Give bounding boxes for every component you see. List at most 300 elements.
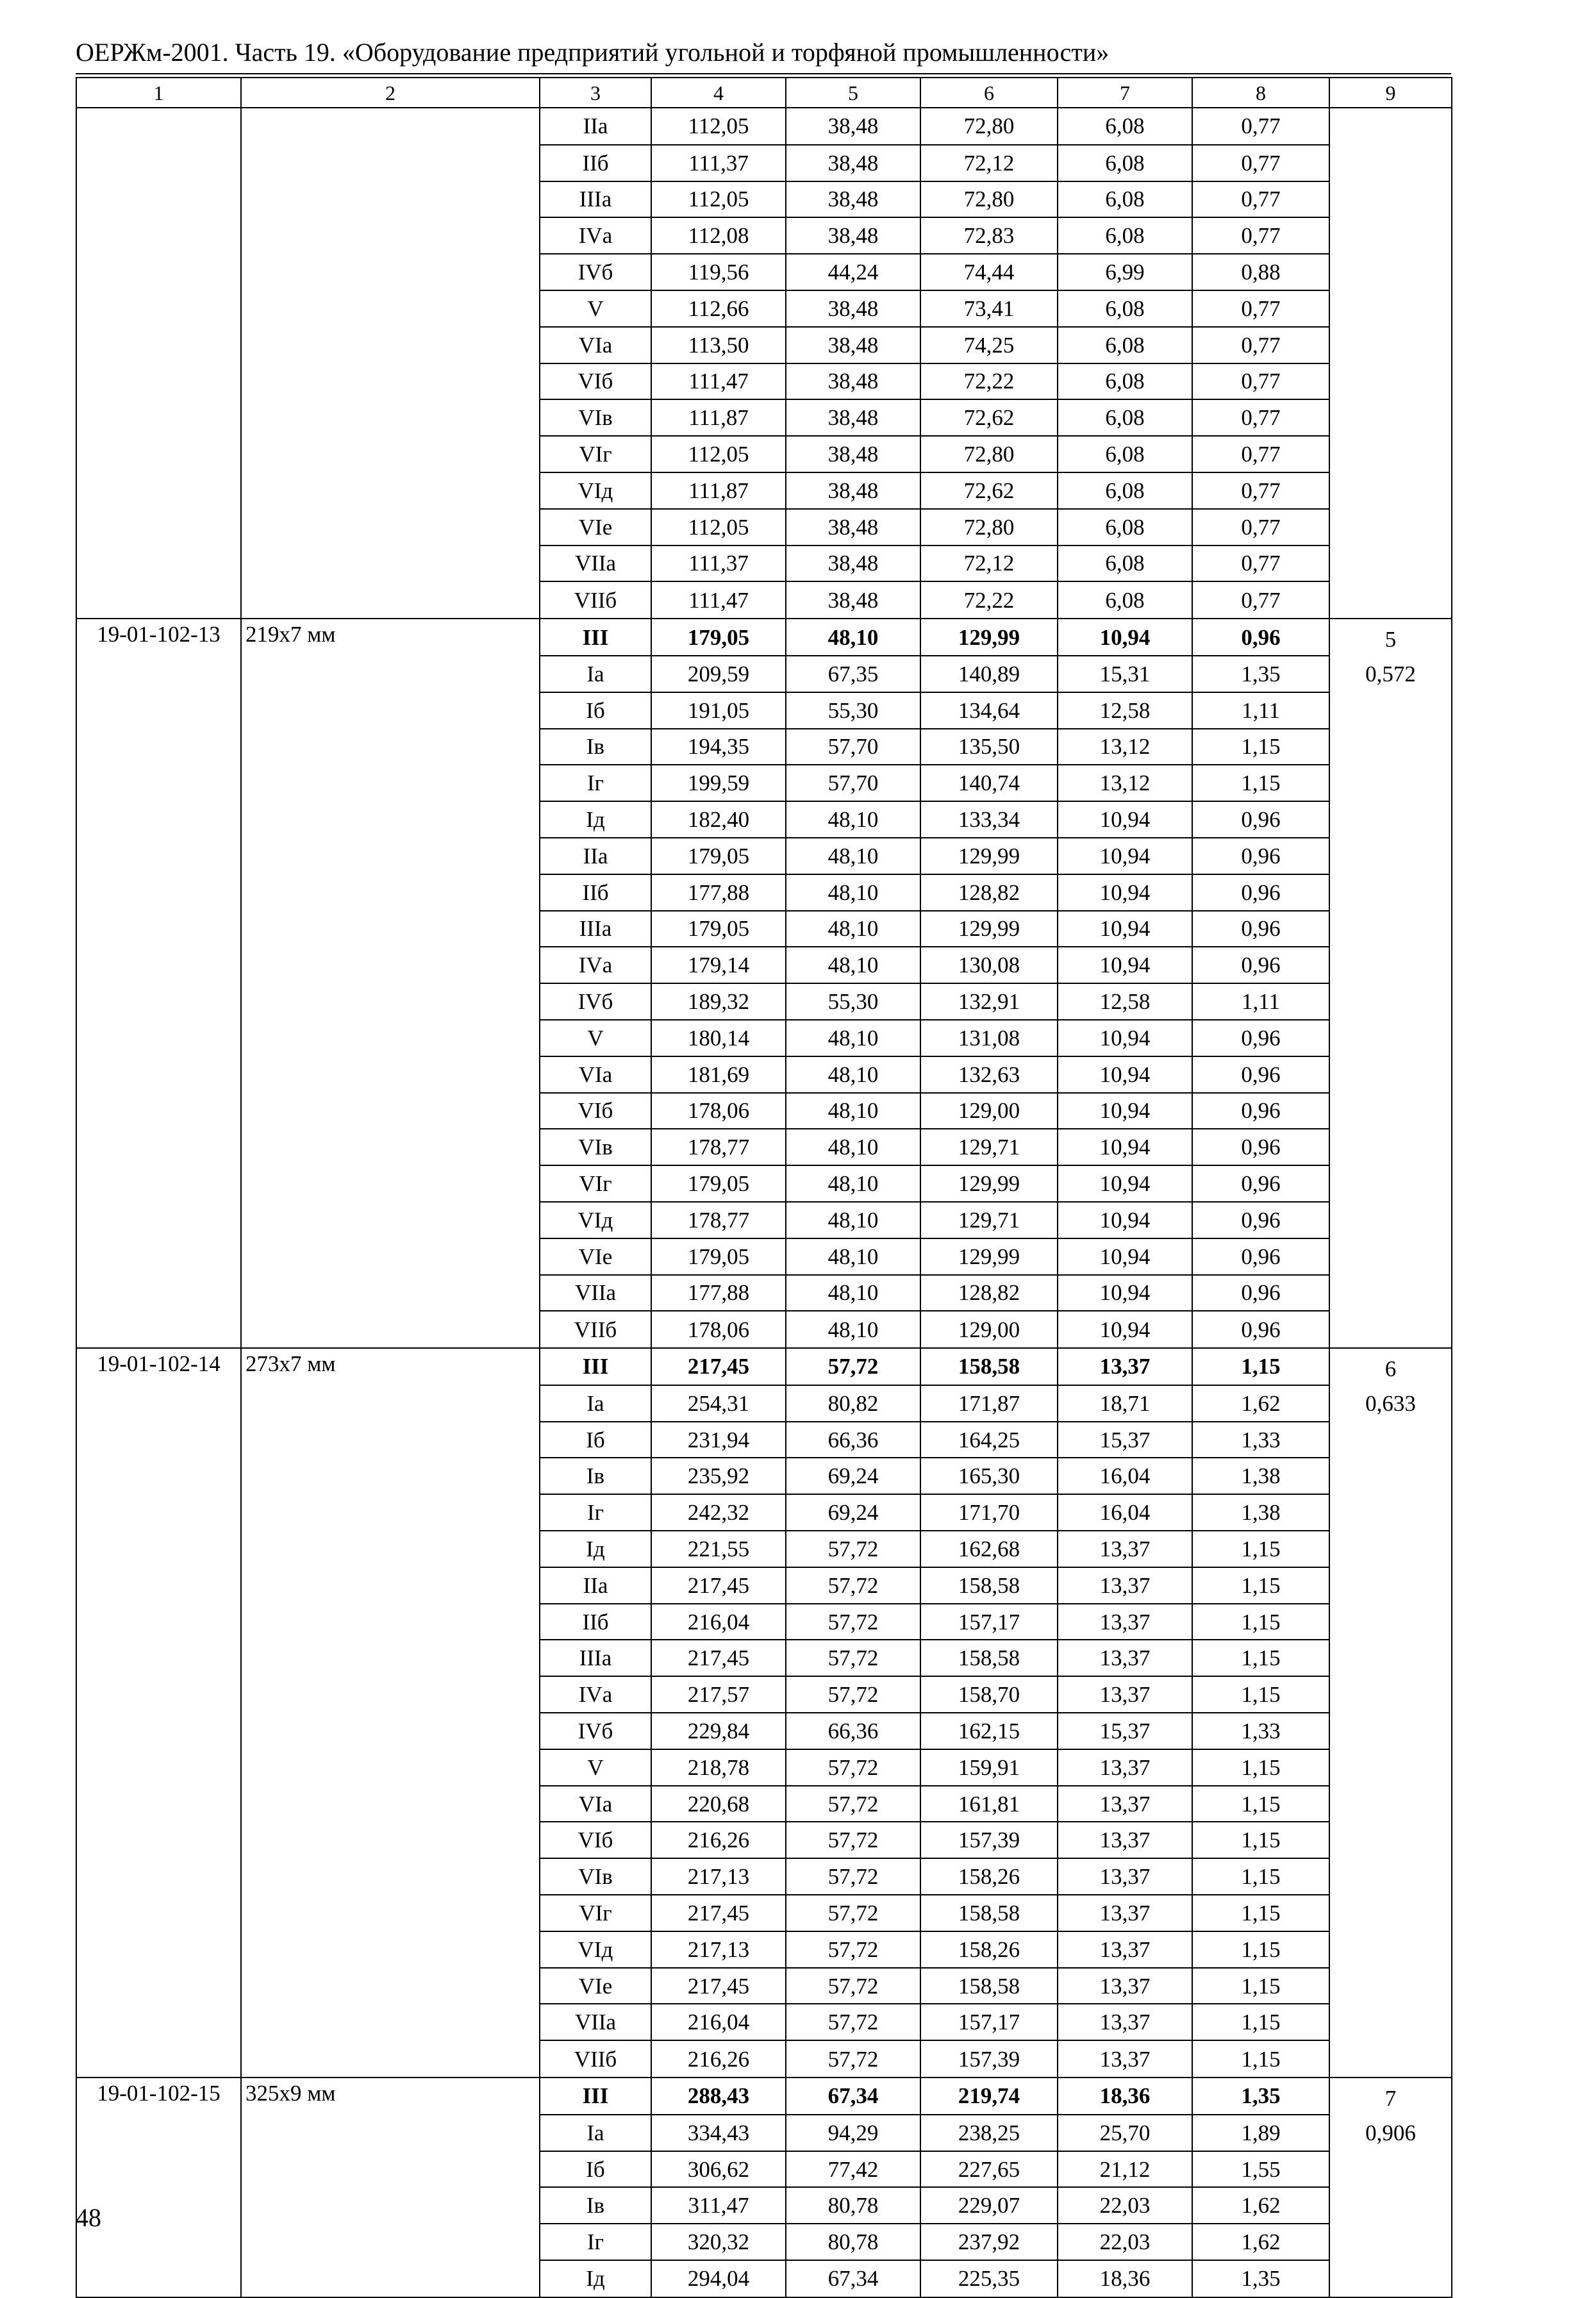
code-cell [76, 838, 241, 874]
value-cell: 10,94 [1058, 619, 1192, 656]
value-cell: 13,37 [1058, 1931, 1192, 1968]
zone-cell: Iд [540, 1531, 651, 1567]
column-number: 6 [920, 78, 1058, 108]
code-cell: 19-01-102-14 [76, 1348, 241, 1385]
table-row [76, 217, 1452, 254]
name-cell [241, 363, 540, 400]
table-row [76, 983, 1452, 1020]
column-number: 7 [1058, 78, 1192, 108]
extra-cell [1329, 1676, 1452, 1713]
value-cell: 13,37 [1058, 2040, 1192, 2077]
value-cell: 133,34 [920, 801, 1058, 838]
value-cell: 113,50 [651, 327, 786, 363]
value-cell: 181,69 [651, 1056, 786, 1093]
value-cell: 242,32 [651, 1494, 786, 1531]
extra-cell [1329, 2151, 1452, 2188]
value-cell: 6,08 [1058, 327, 1192, 363]
value-cell: 55,30 [786, 692, 920, 729]
zone-cell: Iг [540, 1494, 651, 1531]
value-cell: 134,64 [920, 692, 1058, 729]
name-cell [241, 472, 540, 509]
value-cell: 48,10 [786, 911, 920, 947]
extra-cell [1329, 1931, 1452, 1968]
name-cell [241, 327, 540, 363]
table-row [76, 947, 1452, 983]
value-cell: 179,14 [651, 947, 786, 983]
name-cell [241, 1676, 540, 1713]
name-cell [241, 1494, 540, 1531]
table-row [76, 874, 1452, 911]
name-cell [241, 108, 540, 145]
value-cell: 189,32 [651, 983, 786, 1020]
zone-cell: VIв [540, 1858, 651, 1895]
name-cell [241, 254, 540, 290]
value-cell: 16,04 [1058, 1494, 1192, 1531]
zone-cell: Iв [540, 2187, 651, 2224]
value-cell: 18,71 [1058, 1385, 1192, 1422]
table-row [76, 254, 1452, 290]
value-cell: 0,96 [1192, 947, 1329, 983]
name-cell [241, 1895, 540, 1931]
value-cell: 178,77 [651, 1202, 786, 1238]
table-row [76, 2151, 1452, 2188]
zone-cell: IVб [540, 1713, 651, 1749]
value-cell: 10,94 [1058, 838, 1192, 874]
value-cell: 229,84 [651, 1713, 786, 1749]
extra-cell [1329, 436, 1452, 472]
value-cell: 13,37 [1058, 1604, 1192, 1640]
extra-cell [1329, 1822, 1452, 1858]
zone-cell: VIIб [540, 1311, 651, 1348]
value-cell: 158,70 [920, 1676, 1058, 1713]
table-row [76, 838, 1452, 874]
extra-cell [1329, 108, 1452, 145]
value-cell: 13,37 [1058, 1822, 1192, 1858]
code-cell [76, 509, 241, 545]
value-cell: 112,05 [651, 509, 786, 545]
code-cell [76, 1822, 241, 1858]
table-row [76, 581, 1452, 619]
zone-cell: IIа [540, 108, 651, 145]
value-cell: 111,37 [651, 145, 786, 181]
value-cell: 48,10 [786, 1275, 920, 1311]
zone-cell: IIIа [540, 1640, 651, 1676]
table-row [76, 1238, 1452, 1275]
name-cell [241, 217, 540, 254]
zone-cell: III [540, 1348, 651, 1385]
name-cell [241, 1238, 540, 1275]
value-cell: 72,62 [920, 399, 1058, 436]
value-cell: 10,94 [1058, 1238, 1192, 1275]
value-cell: 1,35 [1192, 656, 1329, 692]
name-cell [241, 983, 540, 1020]
value-cell: 72,80 [920, 181, 1058, 218]
code-cell [76, 2040, 241, 2077]
code-cell [76, 729, 241, 765]
value-cell: 217,45 [651, 1567, 786, 1604]
column-number: 4 [651, 78, 786, 108]
table-row [76, 2004, 1452, 2040]
name-cell [241, 1858, 540, 1895]
extra-cell [1329, 1604, 1452, 1640]
value-cell: 0,77 [1192, 472, 1329, 509]
code-cell [76, 254, 241, 290]
value-cell: 178,06 [651, 1093, 786, 1129]
value-cell: 6,08 [1058, 472, 1192, 509]
value-cell: 38,48 [786, 581, 920, 619]
code-cell [76, 911, 241, 947]
code-cell [76, 1202, 241, 1238]
name-cell [241, 581, 540, 619]
value-cell: 57,72 [786, 1604, 920, 1640]
value-cell: 0,96 [1192, 801, 1329, 838]
value-cell: 1,33 [1192, 1422, 1329, 1458]
extra-cell [1329, 1129, 1452, 1165]
table-row [76, 2077, 1452, 2115]
extra-cell [1329, 254, 1452, 290]
value-cell: 57,72 [786, 1895, 920, 1931]
value-cell: 57,72 [786, 2040, 920, 2077]
extra-cell [1329, 1458, 1452, 1494]
code-cell [76, 2260, 241, 2297]
name-cell [241, 1640, 540, 1676]
value-cell: 21,12 [1058, 2151, 1192, 2188]
table-row [76, 1311, 1452, 1348]
value-cell: 334,43 [651, 2115, 786, 2151]
name-cell [241, 1749, 540, 1786]
extra-cell [1329, 545, 1452, 582]
value-cell: 1,15 [1192, 1931, 1329, 1968]
zone-cell: VIе [540, 509, 651, 545]
value-cell: 94,29 [786, 2115, 920, 2151]
zone-cell: IIIа [540, 181, 651, 218]
table-row [76, 1093, 1452, 1129]
name-cell: 325х9 мм [241, 2077, 540, 2115]
code-cell [76, 1275, 241, 1311]
code-cell [76, 363, 241, 400]
extra-cell [1329, 1531, 1452, 1567]
extra-cell [1329, 1311, 1452, 1348]
code-cell [76, 1531, 241, 1567]
value-cell: 162,68 [920, 1531, 1058, 1567]
zone-cell: VIе [540, 1968, 651, 2004]
extra-cell [1329, 983, 1452, 1020]
code-cell [76, 1311, 241, 1348]
name-cell [241, 2187, 540, 2224]
value-cell: 0,77 [1192, 145, 1329, 181]
zone-cell: Iг [540, 2224, 651, 2260]
value-cell: 25,70 [1058, 2115, 1192, 2151]
value-cell: 0,96 [1192, 1129, 1329, 1165]
value-cell: 10,94 [1058, 1020, 1192, 1056]
code-cell [76, 217, 241, 254]
extra-cell: 0,572 [1329, 656, 1452, 692]
table-row [76, 1422, 1452, 1458]
value-cell: 57,72 [786, 1348, 920, 1385]
code-cell [76, 1567, 241, 1604]
extra-cell [1329, 327, 1452, 363]
name-cell [241, 1311, 540, 1348]
code-cell [76, 2004, 241, 2040]
zone-cell: VIг [540, 1895, 651, 1931]
value-cell: 48,10 [786, 1093, 920, 1129]
zone-cell: IIа [540, 838, 651, 874]
value-cell: 112,05 [651, 436, 786, 472]
value-cell: 57,72 [786, 1822, 920, 1858]
value-cell: 48,10 [786, 1238, 920, 1275]
value-cell: 112,05 [651, 108, 786, 145]
value-cell: 38,48 [786, 108, 920, 145]
value-cell: 0,96 [1192, 911, 1329, 947]
value-cell: 112,66 [651, 290, 786, 327]
value-cell: 13,37 [1058, 1348, 1192, 1385]
value-cell: 1,35 [1192, 2260, 1329, 2297]
code-cell [76, 399, 241, 436]
value-cell: 80,82 [786, 1385, 920, 1422]
value-cell: 72,80 [920, 436, 1058, 472]
value-cell: 13,37 [1058, 1676, 1192, 1713]
value-cell: 12,58 [1058, 983, 1192, 1020]
extra-cell [1329, 1786, 1452, 1822]
value-cell: 112,08 [651, 217, 786, 254]
value-cell: 13,37 [1058, 1531, 1192, 1567]
value-cell: 10,94 [1058, 1202, 1192, 1238]
extra-cell [1329, 399, 1452, 436]
table-row [76, 765, 1452, 801]
value-cell: 1,62 [1192, 2187, 1329, 2224]
extra-cell [1329, 1494, 1452, 1531]
table-row [76, 1968, 1452, 2004]
value-cell: 1,11 [1192, 692, 1329, 729]
value-cell: 225,35 [920, 2260, 1058, 2297]
value-cell: 194,35 [651, 729, 786, 765]
code-cell [76, 108, 241, 145]
value-cell: 6,08 [1058, 108, 1192, 145]
value-cell: 38,48 [786, 181, 920, 218]
value-cell: 10,94 [1058, 911, 1192, 947]
table-row [76, 1056, 1452, 1093]
zone-cell: Iг [540, 765, 651, 801]
zone-cell: VIIа [540, 1275, 651, 1311]
table-row [76, 1786, 1452, 1822]
code-cell [76, 1385, 241, 1422]
zone-cell: Iа [540, 2115, 651, 2151]
zone-cell: VIб [540, 1822, 651, 1858]
value-cell: 57,70 [786, 765, 920, 801]
value-cell: 158,26 [920, 1931, 1058, 1968]
table-row [76, 1458, 1452, 1494]
value-cell: 48,10 [786, 1202, 920, 1238]
extra-cell [1329, 2187, 1452, 2224]
zone-cell: VIд [540, 472, 651, 509]
value-cell: 111,87 [651, 399, 786, 436]
value-cell: 15,31 [1058, 656, 1192, 692]
value-cell: 13,12 [1058, 765, 1192, 801]
extra-cell [1329, 1422, 1452, 1458]
code-cell [76, 2151, 241, 2188]
name-cell [241, 911, 540, 947]
value-cell: 180,14 [651, 1020, 786, 1056]
value-cell: 129,99 [920, 1238, 1058, 1275]
code-cell [76, 472, 241, 509]
value-cell: 129,00 [920, 1093, 1058, 1129]
value-cell: 38,48 [786, 363, 920, 400]
value-cell: 217,45 [651, 1640, 786, 1676]
value-cell: 1,15 [1192, 1348, 1329, 1385]
value-cell: 254,31 [651, 1385, 786, 1422]
zone-cell: VIв [540, 399, 651, 436]
code-cell [76, 1458, 241, 1494]
value-cell: 1,15 [1192, 1786, 1329, 1822]
extra-cell: 6 [1329, 1348, 1452, 1385]
zone-cell: III [540, 2077, 651, 2115]
name-cell [241, 1968, 540, 2004]
value-cell: 13,37 [1058, 1858, 1192, 1895]
code-cell [76, 1494, 241, 1531]
value-cell: 216,26 [651, 1822, 786, 1858]
name-cell [241, 1458, 540, 1494]
name-cell [241, 2151, 540, 2188]
value-cell: 74,44 [920, 254, 1058, 290]
zone-cell: Iв [540, 1458, 651, 1494]
value-cell: 162,15 [920, 1713, 1058, 1749]
table-row [76, 1604, 1452, 1640]
value-cell: 179,05 [651, 911, 786, 947]
code-cell [76, 1604, 241, 1640]
name-cell [241, 1931, 540, 1968]
page-number: 48 [76, 2203, 101, 2232]
value-cell: 1,15 [1192, 1968, 1329, 2004]
value-cell: 80,78 [786, 2224, 920, 2260]
table-row [76, 1348, 1452, 1385]
value-cell: 217,13 [651, 1858, 786, 1895]
value-cell: 0,96 [1192, 838, 1329, 874]
extra-cell [1329, 1056, 1452, 1093]
value-cell: 199,59 [651, 765, 786, 801]
value-cell: 158,58 [920, 1567, 1058, 1604]
value-cell: 57,72 [786, 2004, 920, 2040]
value-cell: 179,05 [651, 619, 786, 656]
extra-cell [1329, 801, 1452, 838]
zone-cell: IIа [540, 1567, 651, 1604]
extra-cell [1329, 2040, 1452, 2077]
value-cell: 72,12 [920, 145, 1058, 181]
name-cell [241, 2224, 540, 2260]
value-cell: 111,87 [651, 472, 786, 509]
extra-cell [1329, 472, 1452, 509]
value-cell: 217,13 [651, 1931, 786, 1968]
value-cell: 67,35 [786, 656, 920, 692]
name-cell [241, 1020, 540, 1056]
value-cell: 55,30 [786, 983, 920, 1020]
code-cell [76, 145, 241, 181]
name-cell [241, 436, 540, 472]
extra-cell [1329, 1640, 1452, 1676]
value-cell: 38,48 [786, 436, 920, 472]
table-row [76, 181, 1452, 218]
code-cell [76, 1676, 241, 1713]
code-cell [76, 656, 241, 692]
value-cell: 158,58 [920, 1640, 1058, 1676]
value-cell: 12,58 [1058, 692, 1192, 729]
value-cell: 77,42 [786, 2151, 920, 2188]
value-cell: 177,88 [651, 874, 786, 911]
table-row [76, 801, 1452, 838]
code-cell [76, 874, 241, 911]
value-cell: 216,04 [651, 1604, 786, 1640]
name-cell [241, 692, 540, 729]
value-cell: 0,77 [1192, 327, 1329, 363]
value-cell: 0,96 [1192, 1165, 1329, 1202]
value-cell: 311,47 [651, 2187, 786, 2224]
extra-cell [1329, 1567, 1452, 1604]
value-cell: 13,37 [1058, 1968, 1192, 2004]
table-row [76, 911, 1452, 947]
extra-cell [1329, 1020, 1452, 1056]
name-cell [241, 145, 540, 181]
column-number: 2 [241, 78, 540, 108]
value-cell: 129,99 [920, 619, 1058, 656]
extra-cell [1329, 2260, 1452, 2297]
value-cell: 165,30 [920, 1458, 1058, 1494]
zone-cell: Iб [540, 2151, 651, 2188]
value-cell: 22,03 [1058, 2224, 1192, 2260]
value-cell: 0,96 [1192, 874, 1329, 911]
value-cell: 0,96 [1192, 1311, 1329, 1348]
value-cell: 1,89 [1192, 2115, 1329, 2151]
value-cell: 158,58 [920, 1895, 1058, 1931]
name-cell [241, 947, 540, 983]
table-row [76, 290, 1452, 327]
table-row [76, 1676, 1452, 1713]
value-cell: 1,15 [1192, 1676, 1329, 1713]
zone-cell: VIа [540, 1056, 651, 1093]
code-cell [76, 1713, 241, 1749]
value-cell: 13,37 [1058, 1749, 1192, 1786]
zone-cell: Iб [540, 1422, 651, 1458]
value-cell: 48,10 [786, 801, 920, 838]
table-row [76, 1858, 1452, 1895]
value-cell: 1,15 [1192, 1749, 1329, 1786]
value-cell: 15,37 [1058, 1422, 1192, 1458]
page-header: ОЕРЖм-2001. Часть 19. «Оборудование предприятий угольной и торфяной промышленности» [76, 38, 1110, 67]
value-cell: 182,40 [651, 801, 786, 838]
value-cell: 220,68 [651, 1786, 786, 1822]
value-cell: 0,77 [1192, 436, 1329, 472]
zone-cell: V [540, 1020, 651, 1056]
value-cell: 1,15 [1192, 765, 1329, 801]
zone-cell: VIе [540, 1238, 651, 1275]
value-cell: 13,37 [1058, 2004, 1192, 2040]
value-cell: 294,04 [651, 2260, 786, 2297]
value-cell: 164,25 [920, 1422, 1058, 1458]
value-cell: 217,45 [651, 1895, 786, 1931]
value-cell: 119,56 [651, 254, 786, 290]
extra-cell [1329, 1858, 1452, 1895]
value-cell: 57,72 [786, 1786, 920, 1822]
extra-cell [1329, 1238, 1452, 1275]
value-cell: 178,06 [651, 1311, 786, 1348]
table-row [76, 436, 1452, 472]
code-cell [76, 801, 241, 838]
zone-cell: Iа [540, 1385, 651, 1422]
zone-cell: IIIа [540, 911, 651, 947]
extra-cell [1329, 1713, 1452, 1749]
value-cell: 209,59 [651, 656, 786, 692]
table-row [76, 1567, 1452, 1604]
value-cell: 131,08 [920, 1020, 1058, 1056]
code-cell: 19-01-102-13 [76, 619, 241, 656]
